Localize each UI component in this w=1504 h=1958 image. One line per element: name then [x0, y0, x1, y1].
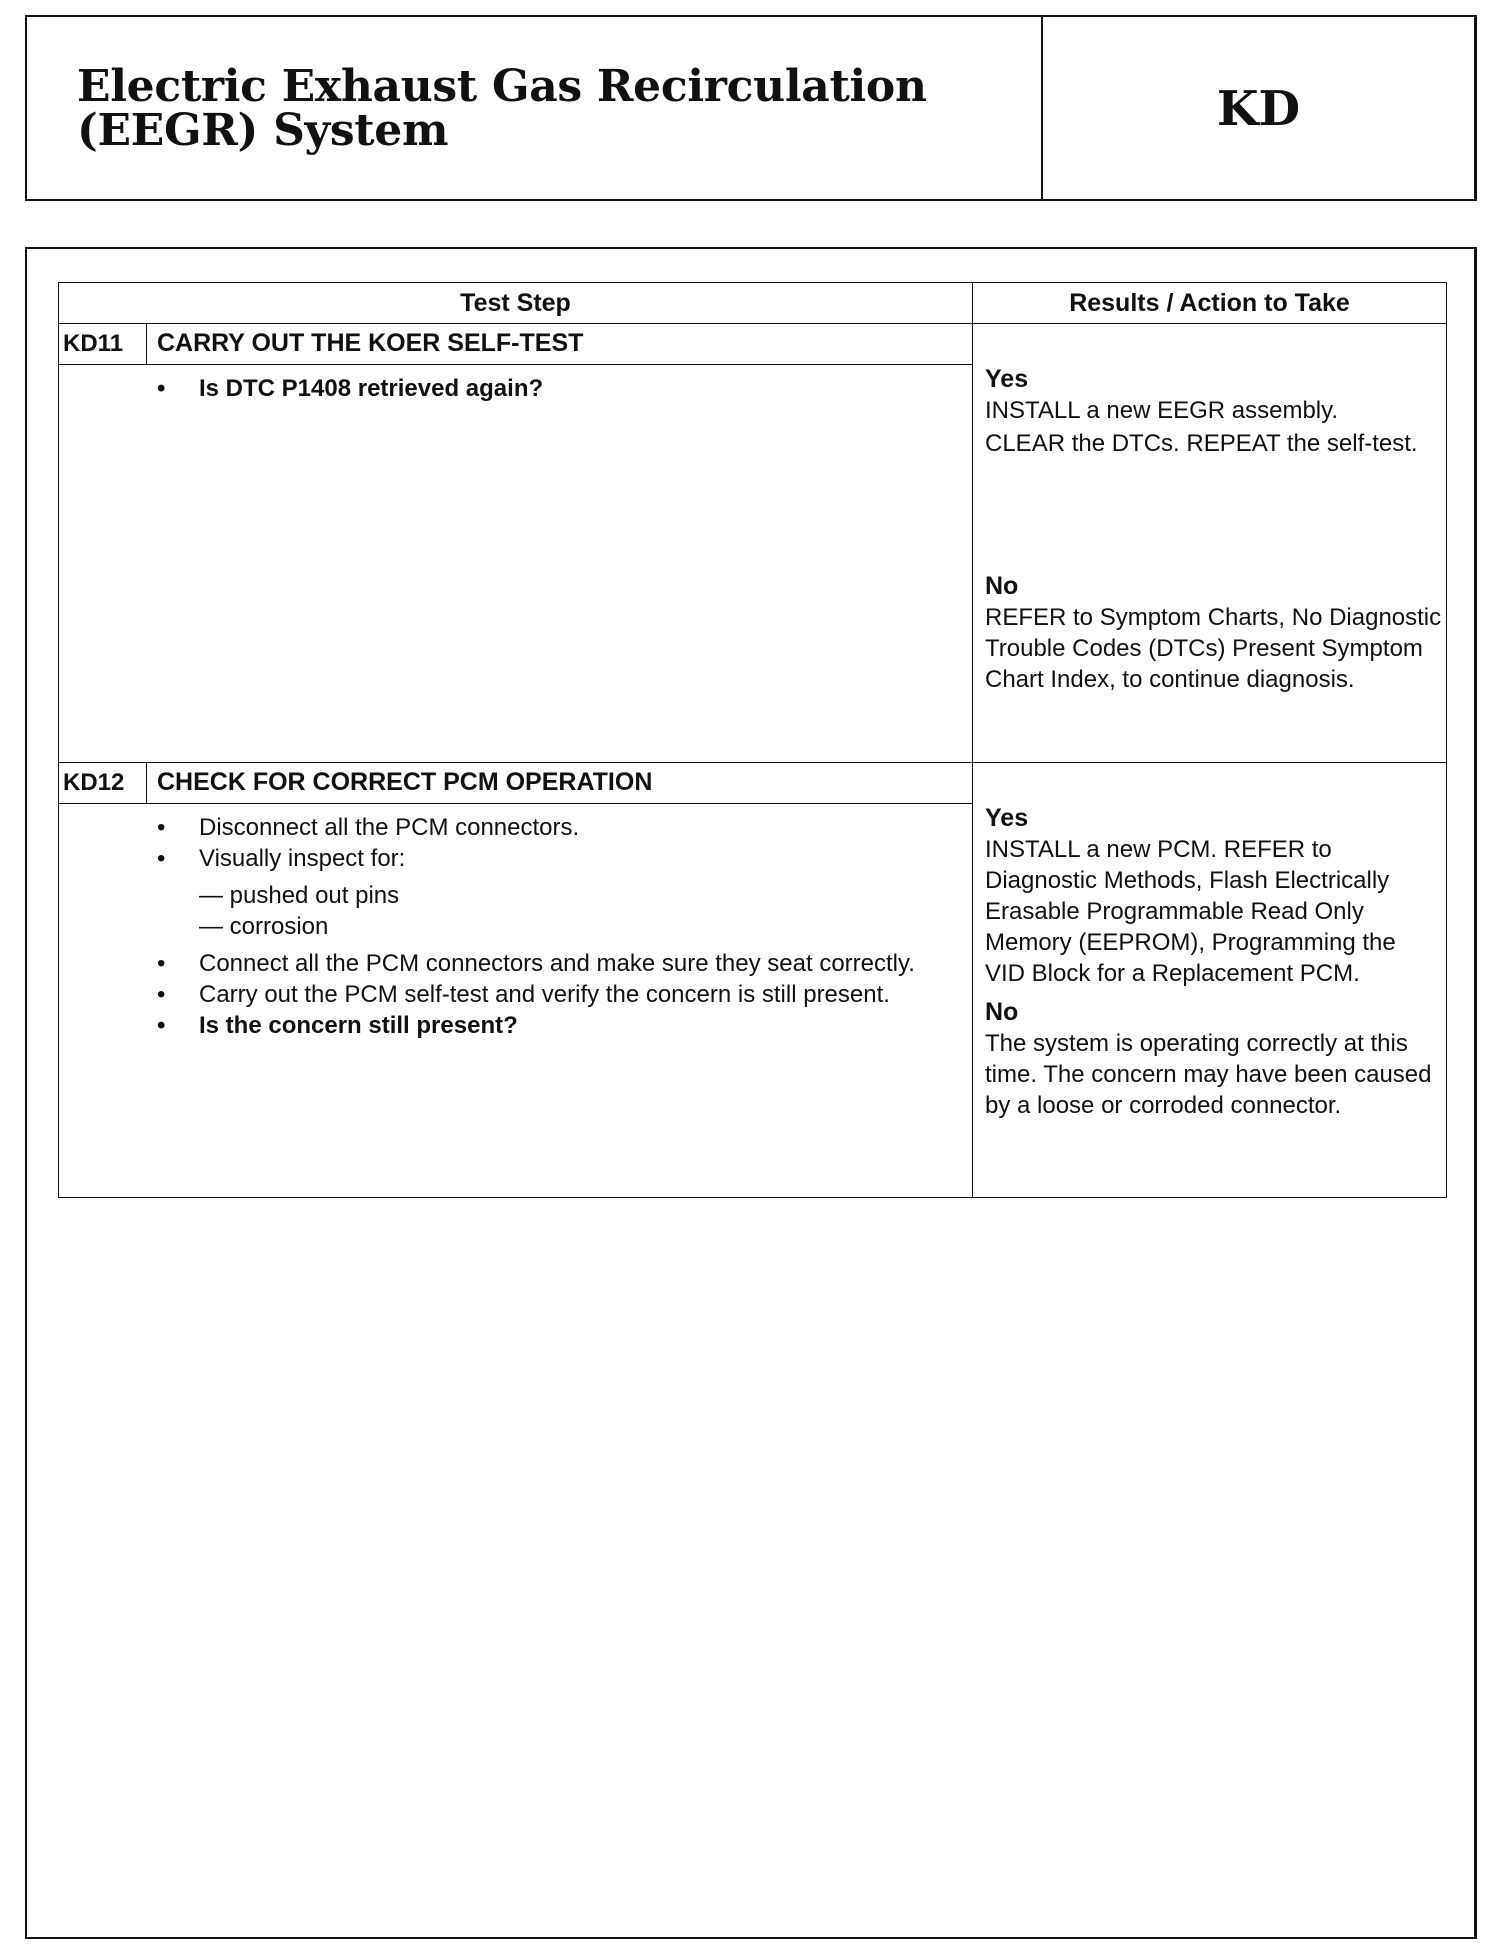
- list-item: • Carry out the PCM self-test and verify the concern is still present.: [59, 979, 972, 1010]
- yes-action: INSTALL a new PCM. REFER to Diagnostic Methods, Flash Electrically Erasable Programmable Read Only Memory (EEPROM), Programming the VID Block for a Replacement PCM.: [985, 836, 1396, 987]
- inspection-sublist: [59, 880, 972, 942]
- test-step-kd12: [59, 763, 1447, 1198]
- step-body: [59, 365, 972, 412]
- title-line-2: (EEGR) System: [77, 105, 449, 156]
- list-item: • Connect all the PCM connectors and make sure they seat correctly.: [59, 948, 972, 979]
- step-cell-kd11: [59, 324, 973, 763]
- list-item: • Visually inspect for:: [59, 843, 972, 874]
- page-header: [25, 15, 1477, 201]
- list-item: • Disconnect all the PCM connectors.: [59, 812, 972, 843]
- section-code: KD: [1216, 81, 1301, 137]
- yes-label: Yes: [985, 365, 1029, 393]
- no-label: No: [985, 572, 1019, 600]
- yes-action-install: INSTALL a new EEGR assembly.: [985, 397, 1339, 424]
- table-header-row: [59, 283, 1447, 324]
- yes-label: Yes: [985, 804, 1029, 832]
- column-header-results: Results / Action to Take: [973, 283, 1447, 324]
- step-body: [59, 804, 972, 1049]
- result-cell-kd11: [973, 324, 1447, 763]
- page-title: [27, 17, 1043, 199]
- step-title: CHECK FOR CORRECT PCM OPERATION: [157, 768, 653, 796]
- step-heading: [59, 763, 972, 804]
- step-question: • Is the concern still present?: [59, 1010, 972, 1041]
- step-cell-kd12: [59, 763, 973, 1198]
- no-action: The system is operating correctly at this time. The concern may have been caused by a loose or corroded connector.: [985, 1030, 1432, 1119]
- result-cell-kd12: [973, 763, 1447, 1198]
- test-step-kd11: [59, 324, 1447, 763]
- column-header-test-step: Test Step: [59, 283, 973, 324]
- sublist-item: — corrosion: [199, 913, 329, 940]
- step-heading: [59, 324, 972, 365]
- sublist-item: — pushed out pins: [199, 882, 400, 909]
- step-title: CARRY OUT THE KOER SELF-TEST: [157, 329, 584, 357]
- no-label: No: [985, 998, 1019, 1026]
- step-id: KD12: [59, 763, 147, 803]
- step-id: KD11: [59, 324, 147, 364]
- step-question: • Is DTC P1408 retrieved again?: [59, 373, 972, 404]
- diagnostic-table: [58, 282, 1447, 1198]
- title-line-1: Electric Exhaust Gas Recirculation: [77, 61, 927, 112]
- yes-action-clear: CLEAR the DTCs. REPEAT the self-test.: [985, 430, 1418, 457]
- no-action: REFER to Symptom Charts, No Diagnostic Trouble Codes (DTCs) Present Symptom Chart Index, to continue diagnosis.: [985, 604, 1442, 693]
